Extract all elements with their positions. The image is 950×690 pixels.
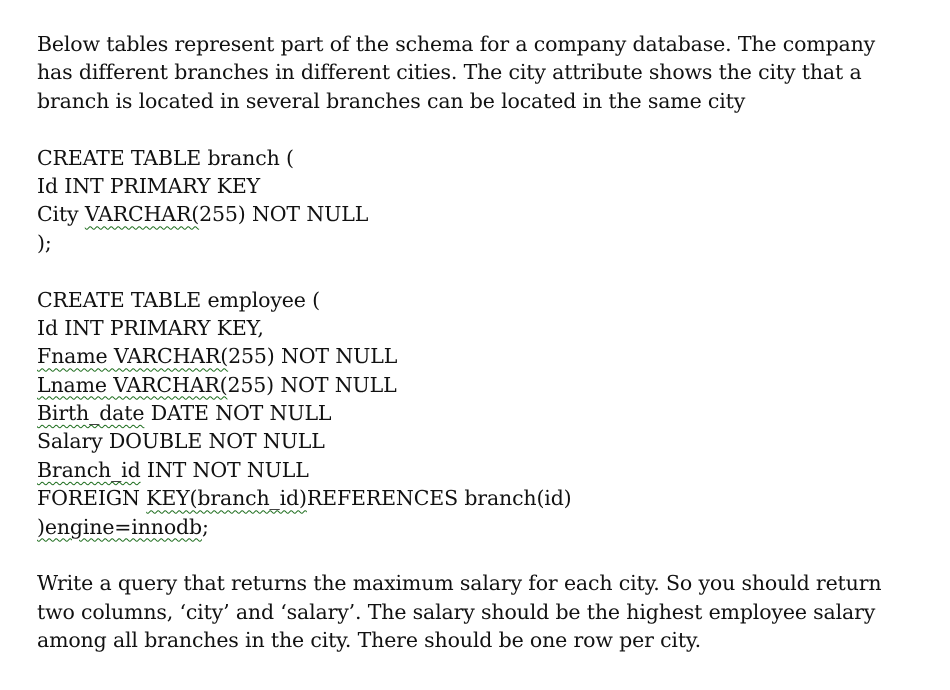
- question-line-2: two columns, ‘city’ and ‘salary’. The salary should be the highest employee salary: [37, 599, 876, 624]
- employee-salary-line: Salary DOUBLE NOT NULL: [37, 429, 325, 454]
- employee-birthdate-line: [37, 399, 927, 427]
- spellcheck-mark: Fname VARCHAR(: [37, 344, 229, 369]
- employee-lname-line: [37, 371, 927, 399]
- spellcheck-mark: )engine=innodb: [37, 514, 202, 539]
- employee-engine-line: [37, 513, 927, 541]
- branch-close-line: );: [37, 230, 52, 255]
- intro-line-1: Below tables represent part of the schema for a company database. The company: [37, 32, 876, 56]
- employee-fk-line: [37, 484, 927, 512]
- engine-end: ;: [201, 514, 209, 539]
- branch-city-label: City: [37, 202, 85, 227]
- question-line-3: among all branches in the city. There should be one row per city.: [37, 628, 701, 653]
- fk-references: REFERENCES branch(id): [306, 486, 572, 511]
- fk-keyword: FOREIGN: [37, 486, 147, 511]
- spellcheck-mark: Birth_date: [37, 401, 145, 426]
- branch-create-line: CREATE TABLE branch (: [37, 145, 294, 170]
- employee-branchid-line: [37, 456, 927, 484]
- intro-line-2: has different branches in different cities. The city attribute shows the city that a: [37, 60, 862, 85]
- employee-fname-line: [37, 342, 927, 370]
- spellcheck-mark: Lname VARCHAR(: [37, 372, 228, 397]
- spellcheck-mark: KEY(branch_id): [146, 486, 307, 511]
- branchid-type: INT NOT NULL: [140, 457, 309, 482]
- birthdate-type: DATE NOT NULL: [144, 401, 332, 426]
- question-line-1: Write a query that returns the maximum salary for each city. So you should return: [37, 571, 882, 596]
- blank-line: [37, 257, 927, 285]
- spellcheck-mark: VARCHAR(: [84, 202, 200, 227]
- branch-id-line: Id INT PRIMARY KEY: [37, 173, 261, 198]
- branch-city-type: 255) NOT NULL: [199, 202, 369, 227]
- employee-id-line: Id INT PRIMARY KEY,: [37, 315, 264, 340]
- intro-line-3: branch is located in several branches can be located in the same city: [37, 88, 746, 113]
- blank-line: [37, 115, 927, 143]
- fname-type: 255) NOT NULL: [228, 344, 398, 369]
- employee-create-line: CREATE TABLE employee (: [37, 287, 320, 312]
- document-body: [37, 30, 927, 655]
- branch-city-line: [37, 200, 927, 228]
- spellcheck-mark: Branch_id: [37, 457, 141, 482]
- lname-type: 255) NOT NULL: [227, 372, 397, 397]
- blank-line: [37, 541, 927, 569]
